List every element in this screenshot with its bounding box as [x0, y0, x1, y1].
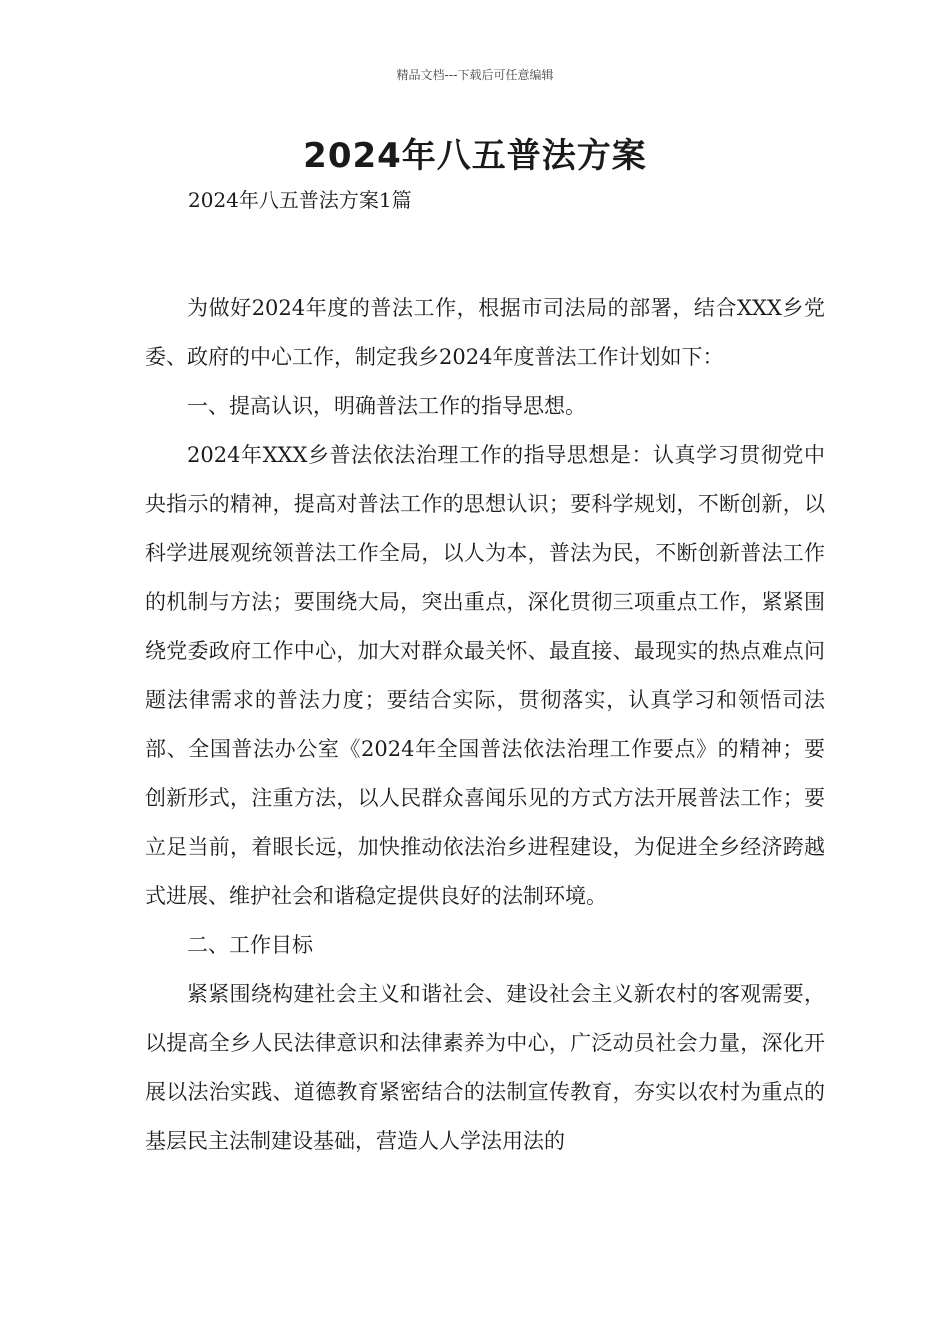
- header-note: 精品文档---下载后可任意编辑: [396, 68, 554, 82]
- paragraph-work-goals: 紧紧围绕构建社会主义和谐社会、建设社会主义新农村的客观需要，以提高全乡人民法律意识和法律素养为中心，广泛动员社会力量，深化开展以法治实践、道德教育紧密结合的法制宣传教育，夯实以农村为重点的基层民主法制建设基础，营造人人学法用法的: [145, 982, 825, 1153]
- section-heading-2: 二、工作目标: [187, 933, 313, 957]
- document-subtitle: 2024年八五普法方案1篇: [188, 188, 412, 212]
- section-heading-1: 一、提高认识，明确普法工作的指导思想。: [187, 394, 586, 418]
- document-body: [145, 284, 825, 1166]
- document-title: 2024年八五普法方案: [303, 136, 647, 176]
- paragraph-intro: 为做好2024年度的普法工作，根据市司法局的部署，结合XXX乡党委、政府的中心工作，制定我乡2024年度普法工作计划如下：: [145, 296, 825, 369]
- paragraph-guiding-thought: 2024年XXX乡普法依法治理工作的指导思想是：认真学习贯彻党中央指示的精神，提高对普法工作的思想认识；要科学规划，不断创新，以科学进展观统领普法工作全局，以人为本，普法为民，不断创新普法工作的机制与方法；要围绕大局，突出重点，深化贯彻三项重点工作，紧紧围绕党委政府工作中心，加大对群众最关怀、最直接、最现实的热点难点问题法律需求的普法力度；要结合实际，贯彻落实，认真学习和领悟司法部、全国普法办公室《2024年全国普法依法治理工作要点》的精神；要创新形式，注重方法，以人民群众喜闻乐见的方式方法开展普法工作；要立足当前，着眼长远，加快推动依法治乡进程建设，为促进全乡经济跨越式进展、维护社会和谐稳定提供良好的法制环境。: [145, 443, 825, 908]
